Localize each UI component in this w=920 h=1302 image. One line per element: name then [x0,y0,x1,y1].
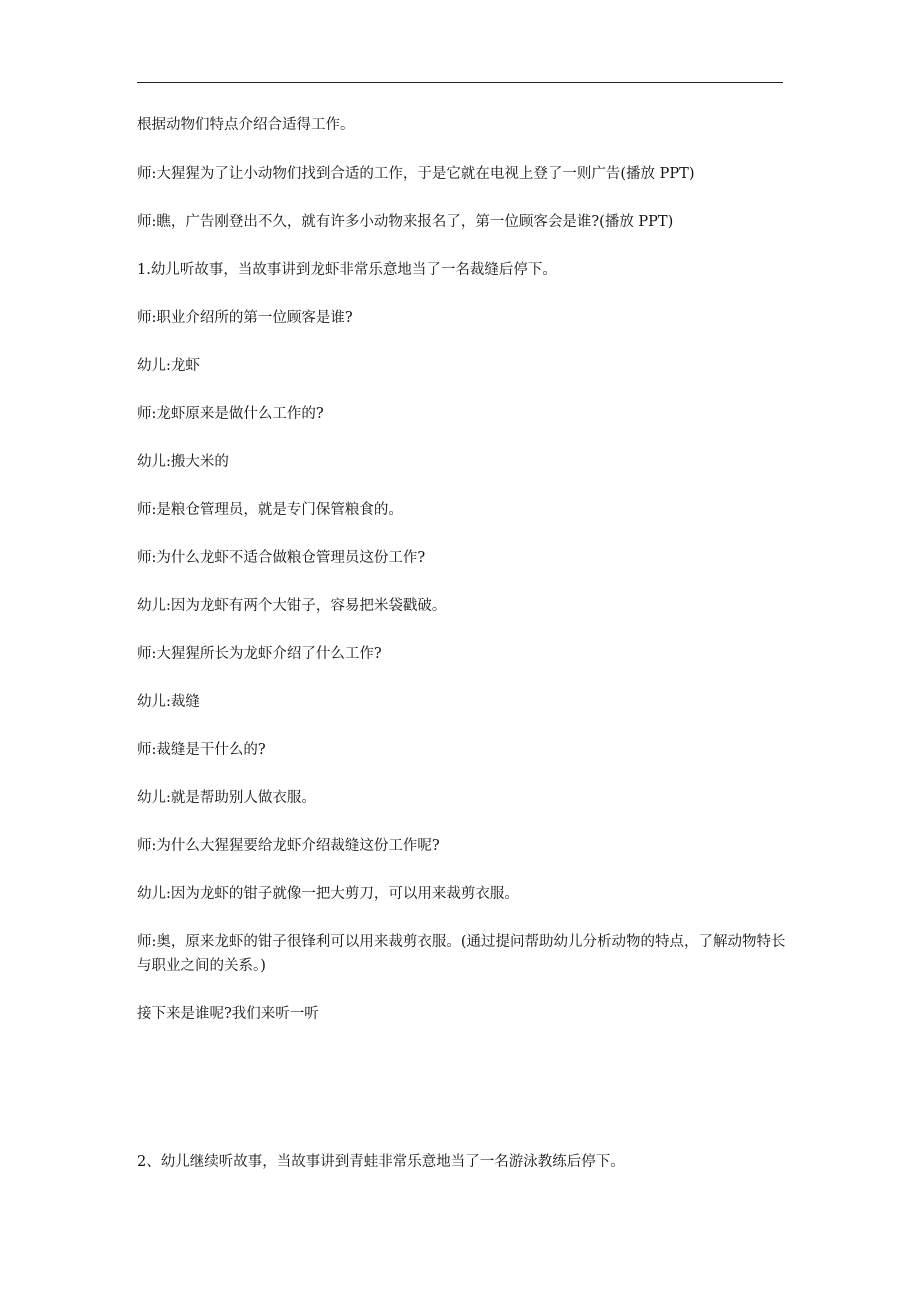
paragraph-a4: 幼儿:裁缝 [137,694,200,710]
paragraph-teacher-granary: 师:是粮仓管理员，就是专门保管粮食的。 [137,502,403,518]
paragraph-intro: 根据动物们特点介绍合适得工作。 [137,117,355,133]
paragraph-teacher-summary: 师:奥，原来龙虾的钳子很锋利可以用来裁剪衣服。(通过提问帮助幼儿分析动物的特点，了解动物特长与职业之间的关系。) [137,934,786,974]
paragraph-step-2: 2、幼儿继续听故事，当故事讲到青蛙非常乐意地当了一名游泳教练后停下。 [137,1154,625,1170]
paragraph-a1: 幼儿:龙虾 [137,358,200,374]
paragraph-q1: 师:职业介绍所的第一位顾客是谁? [137,310,353,326]
paragraph-q6: 师:为什么大猩猩要给龙虾介绍裁缝这份工作呢? [137,838,440,854]
paragraph-teacher-first-customer: 师:瞧，广告刚登出不久，就有许多小动物来报名了，第一位顾客会是谁?(播放 PPT) [137,214,674,230]
paragraph-next: 接下来是谁呢?我们来听一听 [137,1006,319,1022]
paragraph-a2: 幼儿:搬大米的 [137,454,229,470]
paragraph-a6: 幼儿:因为龙虾的钳子就像一把大剪刀，可以用来裁剪衣服。 [137,886,519,902]
paragraph-q2: 师:龙虾原来是做什么工作的? [137,406,324,422]
header-rule [137,82,783,83]
paragraph-a3: 幼儿:因为龙虾有两个大钳子，容易把米袋戳破。 [137,598,447,614]
paragraph-teacher-ad: 师:大猩猩为了让小动物们找到合适的工作，于是它就在电视上登了一则广告(播放 PPT) [137,166,695,182]
paragraph-q5: 师:裁缝是干什么的? [137,742,266,758]
paragraph-step-1: 1.幼儿听故事，当故事讲到龙虾非常乐意地当了一名裁缝后停下。 [137,262,557,278]
paragraph-q4: 师:大猩猩所长为龙虾介绍了什么工作? [137,646,382,662]
paragraph-q3: 师:为什么龙虾不适合做粮仓管理员这份工作? [137,550,426,566]
paragraph-a5: 幼儿:就是帮助别人做衣服。 [137,790,316,806]
